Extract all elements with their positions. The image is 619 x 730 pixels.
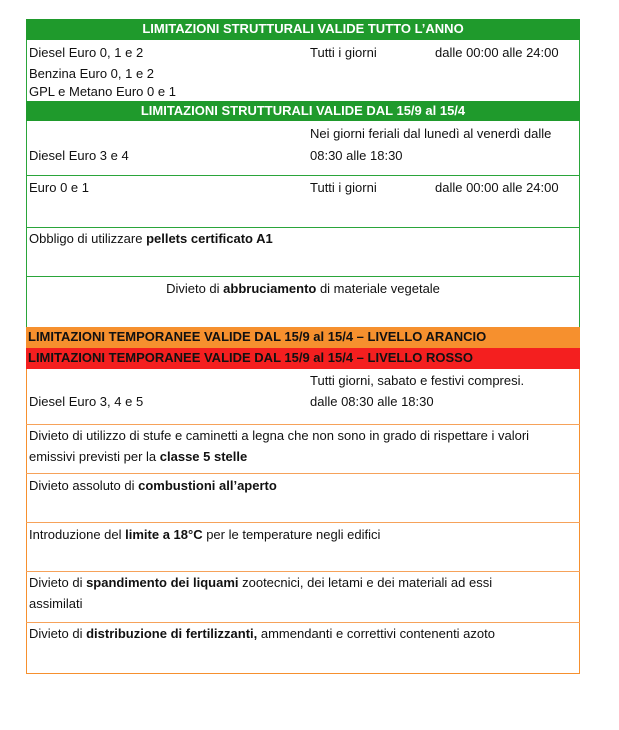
section2-header: LIMITAZIONI STRUTTURALI VALIDE DAL 15/9 al 15/4 [26,101,580,121]
s3-row5-line2: assimilati [29,596,83,611]
s3-row2-line2-pre: emissivi previsti per la [29,449,160,464]
s2-row3-bold: pellets certificato A1 [146,231,273,246]
s3-row3-bold: combustioni all’aperto [138,478,277,493]
s2-row4-pre: Divieto di [166,281,224,296]
s2-row1-when-line2: 08:30 alle 18:30 [310,148,403,163]
s3-row1-when-line2: dalle 08:30 alle 18:30 [310,394,434,409]
s3-row5-bold: spandimento dei liquami [86,575,239,590]
section1-days: Tutti i giorni [310,45,377,60]
vehicle-benzina-euro-0-1-2: Benzina Euro 0, 1 e 2 [29,66,155,81]
s3-row6-post: ammendanti e correttivi contenenti azoto [257,626,495,641]
row-divider [26,473,580,474]
row-divider [26,276,580,277]
s3-row4-post: per le temperature negli edifici [202,527,381,542]
section1-hours: dalle 00:00 alle 24:00 [435,45,559,60]
s3-row5-post: zootecnici, dei letami e dei materiali ad essi [238,575,493,590]
s2-row4-post: di materiale vegetale [316,281,440,296]
s2-row2-hours: dalle 00:00 alle 24:00 [435,180,559,195]
section3-header-orange: LIMITAZIONI TEMPORANEE VALIDE DAL 15/9 al 15/4 – LIVELLO ARANCIO [26,327,580,348]
s3-row2-line1: Divieto di utilizzo di stufe e caminetti a legna che non sono in grado di rispettare i valori [29,428,530,443]
s3-row2-bold: classe 5 stelle [159,449,248,464]
row-divider [26,522,580,523]
s3-row3-pre: Divieto assoluto di [29,478,139,493]
s2-row2-vehicle: Euro 0 e 1 [29,180,89,195]
s2-row4-bold: abbruciamento [223,281,317,296]
s3-row4-bold: limite a 18°C [125,527,203,542]
row-divider [26,175,580,176]
s3-row4-pre: Introduzione del [29,527,126,542]
section3-header-red: LIMITAZIONI TEMPORANEE VALIDE DAL 15/9 al 15/4 – LIVELLO ROSSO [26,348,580,369]
s3-row3-combustioni [29,475,277,496]
s3-row5-pre: Divieto di [29,575,87,590]
s3-row6-pre: Divieto di [29,626,87,641]
s2-row3-pellets [29,228,273,249]
s2-row3-pre: Obbligo di utilizzare [29,231,147,246]
s2-row4-abbruciamento [26,278,580,299]
s3-row4-limite [29,524,380,545]
s3-row6-fertilizzanti [29,623,495,644]
s3-row2-line2 [29,446,247,467]
s2-row1-vehicle: Diesel Euro 3 e 4 [29,148,129,163]
s2-row2-days: Tutti i giorni [310,180,377,195]
section1-header: LIMITAZIONI STRUTTURALI VALIDE TUTTO L’ANNO [26,19,580,40]
s3-row5-liquami [29,572,492,593]
vehicle-gpl-metano-euro-0-1: GPL e Metano Euro 0 e 1 [29,84,176,99]
s3-row6-bold: distribuzione di fertilizzanti, [86,626,258,641]
s2-row1-when-line1: Nei giorni feriali dal lunedì al venerdì dalle [310,126,552,141]
s3-row1-when-line1: Tutti giorni, sabato e festivi compresi. [310,373,525,388]
vehicle-diesel-euro-0-1-2: Diesel Euro 0, 1 e 2 [29,45,144,60]
s3-row1-vehicle: Diesel Euro 3, 4 e 5 [29,394,144,409]
